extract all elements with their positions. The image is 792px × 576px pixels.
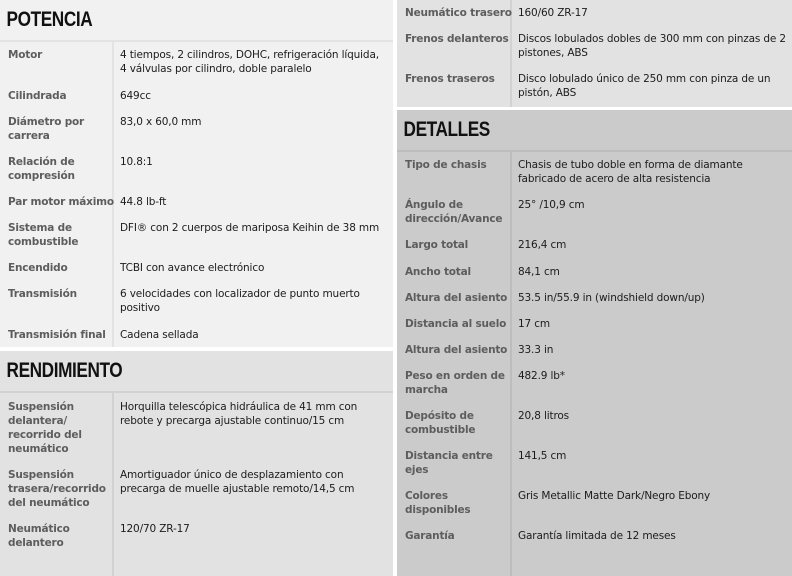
spec-value: 44.8 lb-ft [120,196,167,208]
spec-value: Discos lobulados dobles de 300 mm con pinzas de 2 pistones, ABS [518,33,786,59]
spec-label: Transmisión [8,288,77,300]
spec-label: Par motor máximo [8,196,114,208]
spec-value: 84,1 cm [518,266,560,278]
spec-value: 25° /10,9 cm [518,199,585,211]
spec-value: Cadena sellada [120,329,199,341]
divider [0,40,393,42]
spec-value: 33.3 in [518,344,554,356]
section-title-detalles: DETALLES [403,118,490,141]
spec-value: 649cc [120,90,151,102]
spec-label: Suspensión trasera/recorrido del neumático [8,469,106,509]
spec-label: Tipo de chasis [405,159,487,171]
spec-label: Colores disponibles [405,490,471,516]
spec-value: 120/70 ZR-17 [120,523,190,535]
section-rendimiento [0,351,393,576]
spec-value: 4 tiempos, 2 cilindros, DOHC, refrigeración líquida, 4 válvulas por cilindro, doble paralelo [120,49,379,75]
spec-label: Distancia al suelo [405,318,507,330]
spec-label: Cilindrada [8,90,67,102]
spec-label: Distancia entre ejes [405,450,493,476]
spec-value: Amortiguador único de desplazamiento con precarga de muelle ajustable remoto/14,5 cm [120,469,355,495]
spec-value: 83,0 x 60,0 mm [120,116,202,128]
spec-value: Garantía limitada de 12 meses [518,530,676,542]
spec-value: TCBI con avance electrónico [120,262,265,274]
column-divider [510,152,512,576]
spec-label: Diámetro por carrera [8,116,85,142]
spec-value: 6 velocidades con localizador de punto muerto positivo [120,288,360,314]
spec-label: Garantía [405,530,455,542]
spec-label: Suspensión delantera/ recorrido del neumático [8,401,82,455]
spec-label: Altura del asiento [405,344,508,356]
spec-value: 216,4 cm [518,239,567,251]
section-title-rendimiento: RENDIMIENTO [6,359,123,382]
spec-label: Ancho total [405,266,471,278]
spec-label: Neumático delantero [8,523,70,549]
spec-label: Transmisión final [8,329,106,341]
section-title-potencia: POTENCIA [6,8,93,31]
section-potencia [0,0,393,347]
spec-label: Peso en orden de marcha [405,370,505,396]
spec-label: Sistema de combustible [8,222,79,248]
spec-value: Chasis de tubo doble en forma de diamante fabricado de acero de alta resistencia [518,159,743,185]
spec-label: Encendido [8,262,68,274]
spec-value: Disco lobulado único de 250 mm con pinza de un pistón, ABS [518,73,771,99]
spec-label: Frenos traseros [405,73,495,85]
section-rendimiento-continued [397,0,792,107]
spec-value: Horquilla telescópica hidráulica de 41 mm con rebote y precarga ajustable continuo/15 cm [120,401,358,427]
divider [397,150,792,152]
spec-label: Depósito de combustible [405,410,476,436]
spec-value: 20,8 litros [518,410,569,422]
spec-label: Ángulo de dirección/Avance [405,199,503,225]
spec-label: Relación de compresión [8,156,75,182]
spec-value: 141,5 cm [518,450,567,462]
spec-value: 17 cm [518,318,550,330]
spec-value: 53.5 in/55.9 in (windshield down/up) [518,292,705,304]
column-divider [112,393,114,576]
spec-label: Neumático trasero [405,7,512,19]
spec-value: 10.8:1 [120,156,153,168]
spec-value: 482.9 lb* [518,370,565,382]
spec-value: DFI® con 2 cuerpos de mariposa Keihin de 38 mm [120,222,380,234]
spec-label: Motor [8,49,43,61]
spec-label: Largo total [405,239,469,251]
spec-value: Gris Metallic Matte Dark/Negro Ebony [518,490,711,502]
section-detalles [397,110,792,576]
divider [0,391,393,393]
spec-label: Frenos delanteros [405,33,509,45]
spec-label: Altura del asiento [405,292,508,304]
spec-value: 160/60 ZR-17 [518,7,588,19]
